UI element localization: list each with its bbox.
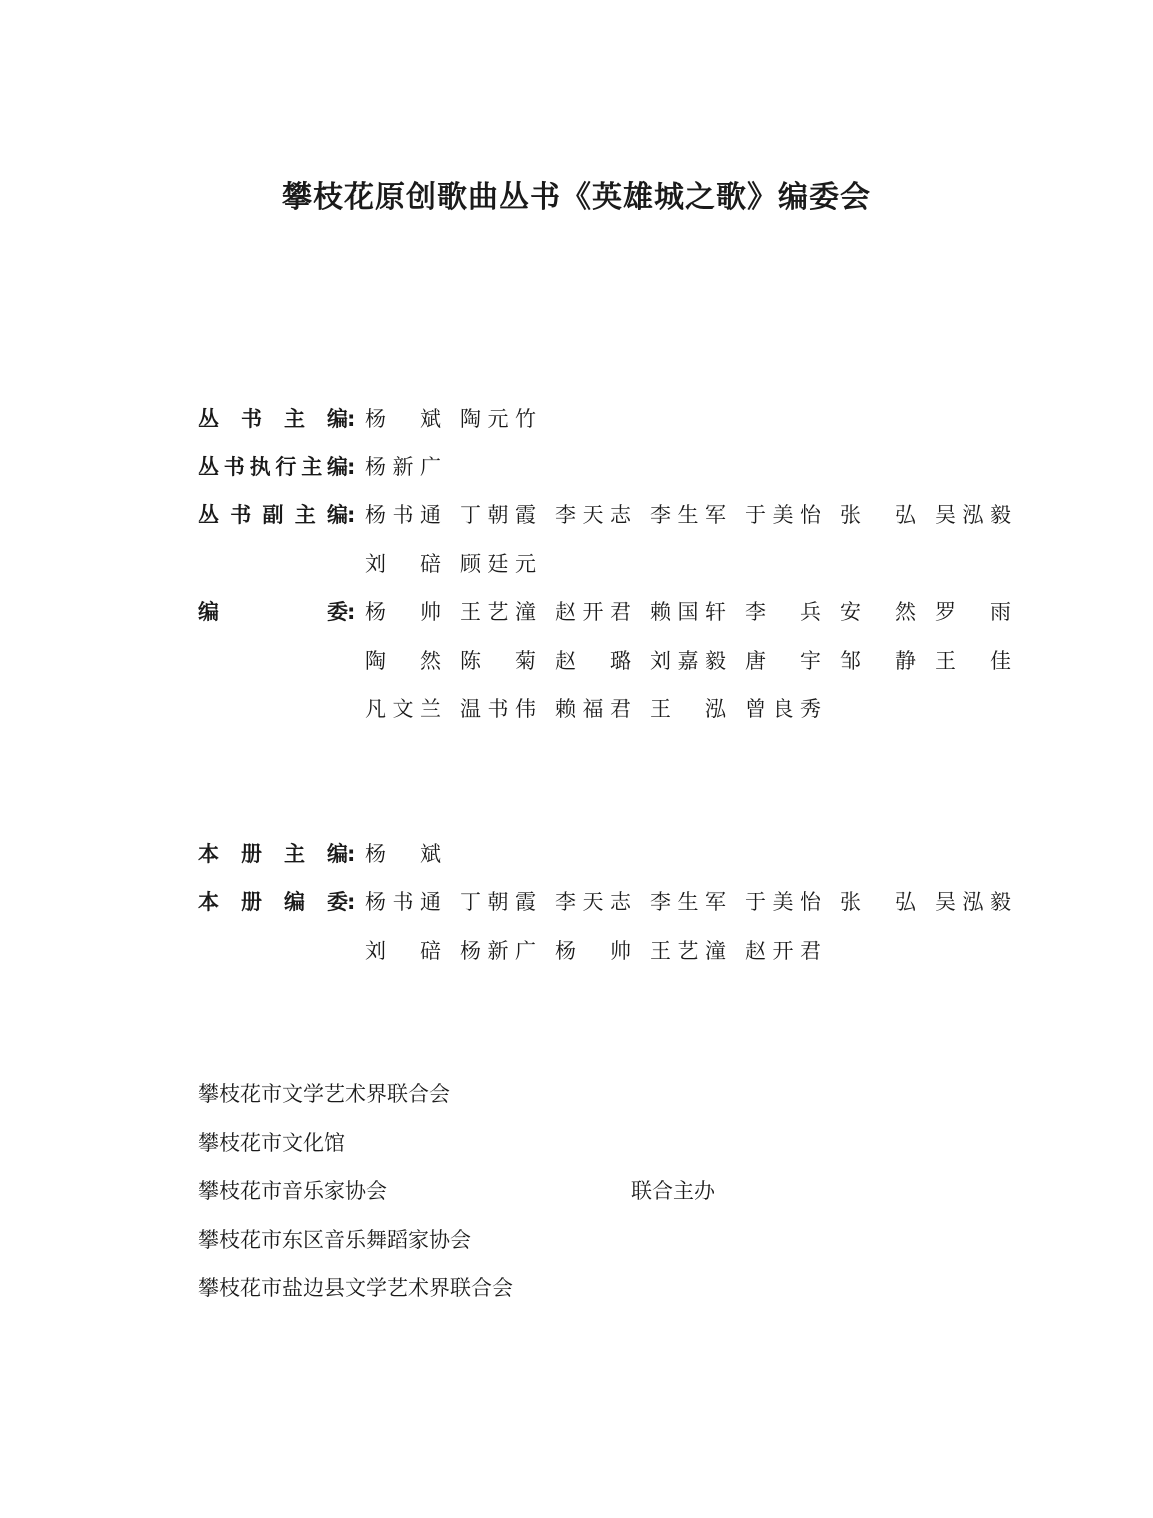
member-name: 杨 斌	[365, 842, 441, 866]
member-name: 李 生 军	[650, 503, 726, 527]
member-name: 陶 然	[365, 648, 441, 673]
member-name: 邹 静	[840, 648, 916, 673]
role-colon: :	[347, 503, 356, 527]
member-name: 杨 帅	[555, 938, 631, 963]
member-name: 王 泓	[650, 697, 726, 721]
member-name: 吴 泓 毅	[935, 890, 1011, 914]
member-name: 陈 菊	[460, 648, 536, 673]
member-name: 丁 朝 霞	[460, 890, 536, 914]
member-name: 赖 福 君	[555, 697, 631, 721]
member-name: 杨 书 通	[365, 890, 441, 914]
role-label: 丛 书 执 行 主 编	[198, 455, 348, 479]
role-label: 编 委	[198, 600, 348, 624]
organizer-note: 联合主办	[631, 1179, 715, 1203]
member-name: 李 天 志	[555, 503, 631, 527]
member-name: 赵 开 君	[745, 938, 821, 963]
member-name: 凡 文 兰	[365, 697, 441, 721]
member-name: 杨 书 通	[365, 503, 441, 527]
member-name: 王 佳	[935, 648, 1011, 673]
member-name: 赵 璐	[555, 648, 631, 673]
member-name: 刘 嘉 毅	[650, 648, 726, 673]
member-name: 刘 碚	[365, 938, 441, 963]
member-name: 丁 朝 霞	[460, 503, 536, 527]
member-name: 曾 良 秀	[745, 697, 821, 721]
member-name: 刘 碚	[365, 551, 441, 576]
member-name: 罗 雨	[935, 600, 1011, 624]
organizer-item: 攀枝花市盐边县文学艺术界联合会	[198, 1276, 513, 1300]
member-name: 张 弘	[840, 503, 916, 527]
member-name: 温 书 伟	[460, 697, 536, 721]
member-name: 于 美 怡	[745, 890, 821, 914]
organizer-item: 攀枝花市音乐家协会	[198, 1179, 387, 1203]
member-name: 杨 斌	[365, 407, 441, 431]
member-name: 王 艺 潼	[650, 938, 726, 963]
member-name: 吴 泓 毅	[935, 503, 1011, 527]
member-name: 赖 国 轩	[650, 600, 726, 624]
role-colon: :	[347, 890, 356, 914]
role-label: 本 册 主 编	[198, 842, 348, 866]
member-name: 陶 元 竹	[460, 407, 536, 431]
role-label: 丛 书 主 编	[198, 407, 348, 431]
member-name: 顾 廷 元	[460, 551, 536, 576]
member-name: 唐 宇	[745, 648, 821, 673]
member-name: 李 兵	[745, 600, 821, 624]
organizer-item: 攀枝花市东区音乐舞蹈家协会	[198, 1227, 471, 1252]
member-name: 杨 帅	[365, 600, 441, 624]
member-name: 李 天 志	[555, 890, 631, 914]
role-label: 丛 书 副 主 编	[198, 503, 348, 527]
member-name: 于 美 怡	[745, 503, 821, 527]
organizer-item: 攀枝花市文化馆	[198, 1130, 345, 1155]
role-colon: :	[347, 600, 356, 624]
role-label: 本 册 编 委	[198, 890, 348, 914]
page-title: 攀枝花原创歌曲丛书《英雄城之歌》编委会	[282, 180, 871, 215]
role-colon: :	[347, 407, 356, 431]
member-name: 杨 新 广	[365, 455, 441, 479]
role-colon: :	[347, 455, 356, 479]
member-name: 李 生 军	[650, 890, 726, 914]
member-name: 王 艺 潼	[460, 600, 536, 624]
member-name: 赵 开 君	[555, 600, 631, 624]
member-name: 安 然	[840, 600, 916, 624]
organizer-item: 攀枝花市文学艺术界联合会	[198, 1082, 450, 1106]
member-name: 杨 新 广	[460, 938, 536, 963]
role-colon: :	[347, 842, 356, 866]
member-name: 张 弘	[840, 890, 916, 914]
